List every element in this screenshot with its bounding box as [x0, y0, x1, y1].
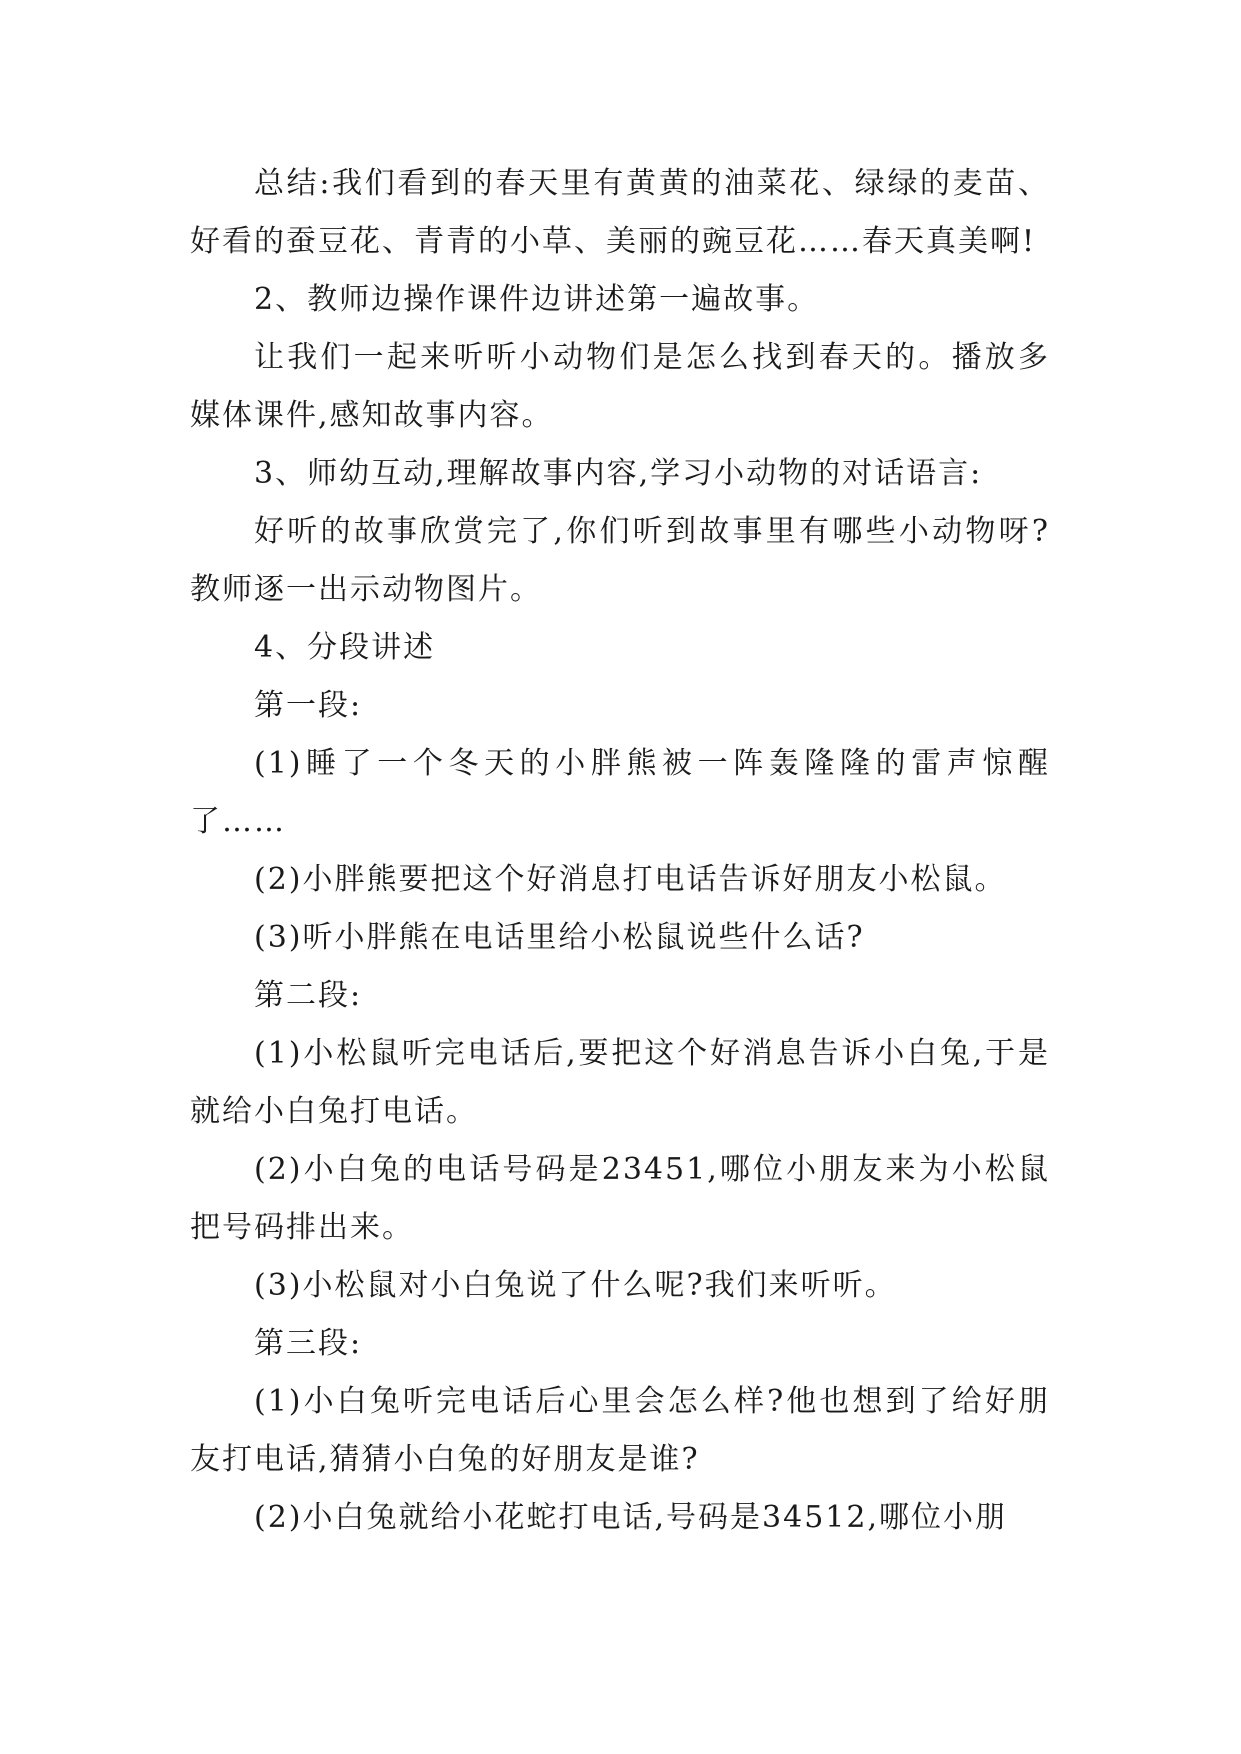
paragraph-step-3: 3、师幼互动,理解故事内容,学习小动物的对话语言: — [254, 456, 983, 491]
list-item: (2)小胖熊要把这个好消息打电话告诉好朋友小松鼠。 — [254, 862, 1007, 897]
list-item: (1)小白兔听完电话后心里会怎么样?他也想到了给好朋友打电话,猜猜小白兔的好朋友是谁? — [190, 1384, 1050, 1477]
paragraph-step-4: 4、分段讲述 — [254, 630, 436, 665]
document-body — [190, 155, 1050, 1547]
list-item: (3)听小胖熊在电话里给小松鼠说些什么话? — [254, 920, 865, 955]
paragraph-animals-question: 好听的故事欣赏完了,你们听到故事里有哪些小动物呀?教师逐一出示动物图片。 — [190, 514, 1050, 607]
paragraph-step-2: 2、教师边操作课件边讲述第一遍故事。 — [254, 282, 820, 317]
paragraph-summary: 总结:我们看到的春天里有黄黄的油菜花、绿绿的麦苗、好看的蚕豆花、青青的小草、美丽的豌豆花……春天真美啊! — [190, 166, 1050, 259]
list-item: (1)小松鼠听完电话后,要把这个好消息告诉小白兔,于是就给小白兔打电话。 — [190, 1036, 1050, 1129]
paragraph-listen-story: 让我们一起来听听小动物们是怎么找到春天的。播放多媒体课件,感知故事内容。 — [190, 340, 1050, 433]
list-item: (1)睡了一个冬天的小胖熊被一阵轰隆隆的雷声惊醒了…… — [190, 746, 1050, 839]
list-item: (3)小松鼠对小白兔说了什么呢?我们来听听。 — [254, 1268, 897, 1303]
list-item: (2)小白兔的电话号码是23451,哪位小朋友来为小松鼠把号码排出来。 — [190, 1152, 1050, 1245]
list-item: (2)小白兔就给小花蛇打电话,号码是34512,哪位小朋 — [254, 1500, 1008, 1535]
section-heading-2: 第二段: — [254, 978, 363, 1013]
section-heading-3: 第三段: — [254, 1326, 363, 1361]
section-heading-1: 第一段: — [254, 688, 363, 723]
